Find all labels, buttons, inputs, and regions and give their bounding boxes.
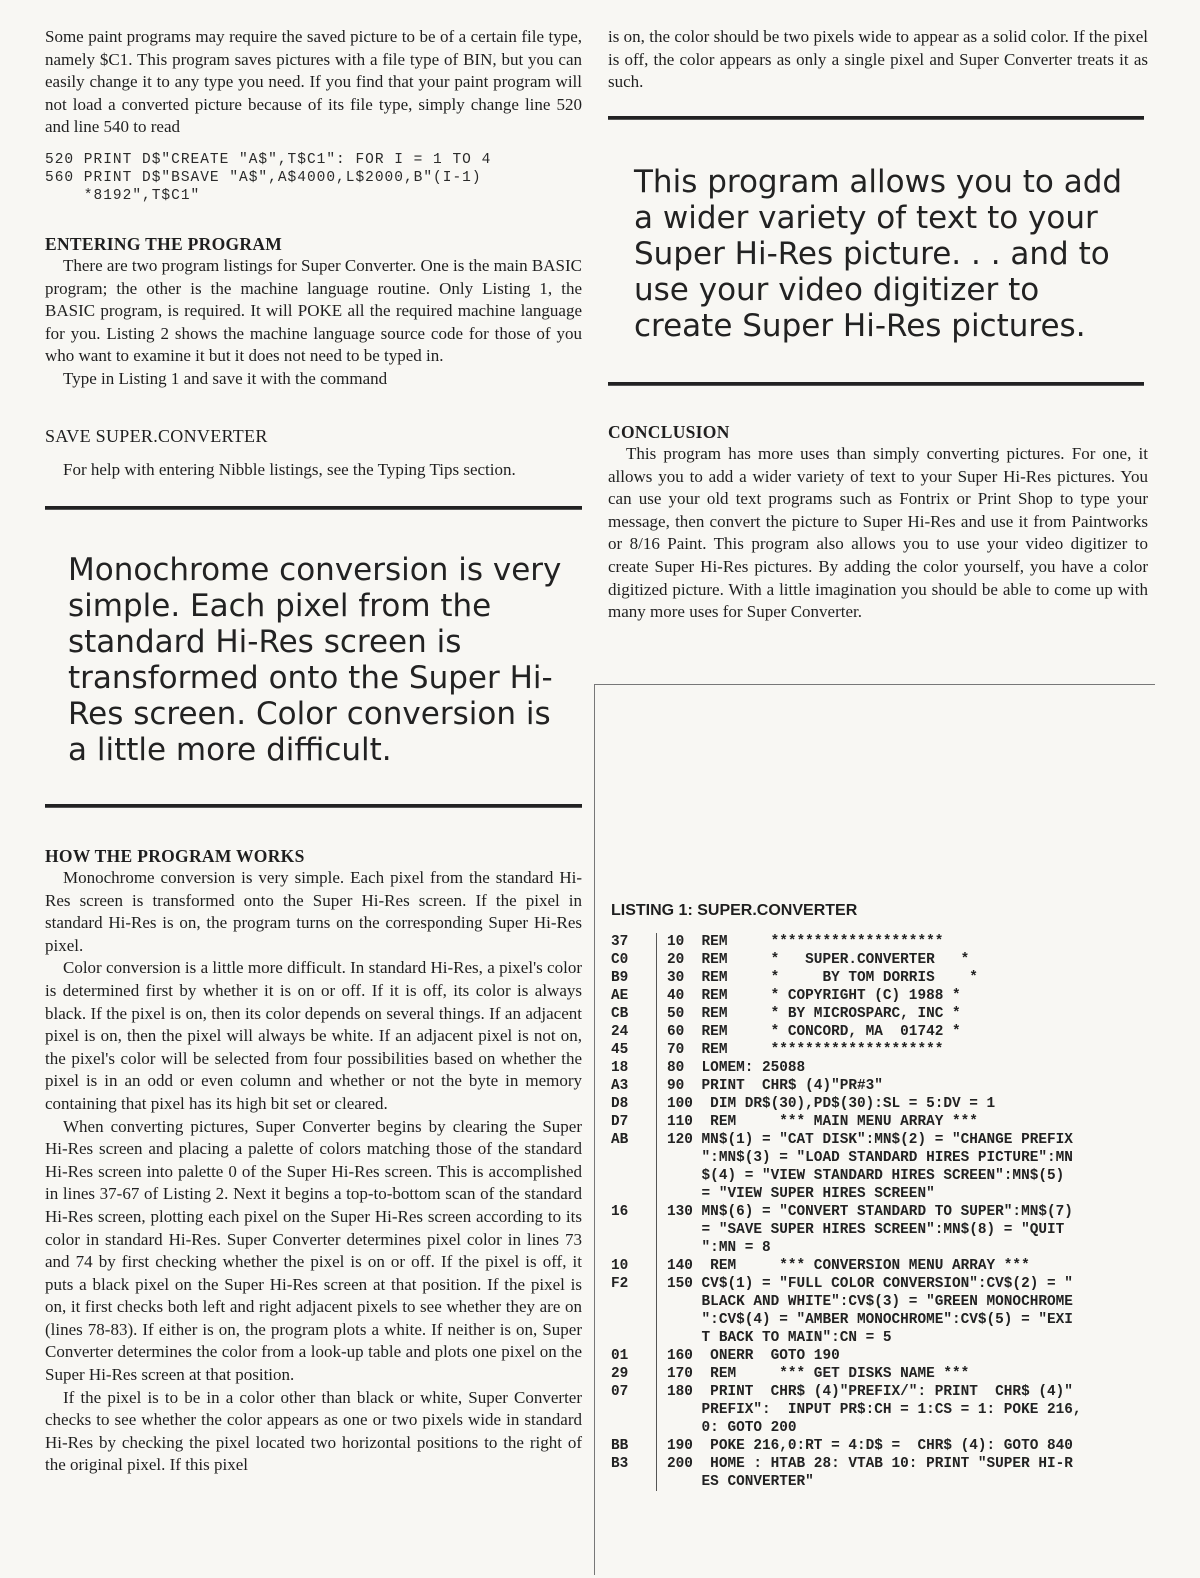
listing-checksum: 24 — [611, 1024, 629, 1040]
divider-rule — [608, 382, 1144, 386]
listing-checksum: 45 — [611, 1042, 629, 1058]
listing-line — [611, 1131, 1151, 1203]
listing-line — [611, 951, 1151, 969]
listing-code: 140 REM *** CONVERSION MENU ARRAY *** — [656, 1257, 1030, 1275]
listing-checksum: 16 — [611, 1204, 629, 1220]
listing-checksum: 10 — [611, 1258, 629, 1274]
divider-rule — [45, 804, 582, 808]
listing-code: 90 PRINT CHR$ (4)"PR#3" — [656, 1077, 883, 1095]
help-line: For help with entering Nibble listings, see the Typing Tips section. — [63, 460, 516, 479]
listing-line — [611, 1437, 1151, 1455]
listing-line — [611, 1383, 1151, 1437]
listing-code: 130 MN$(6) = "CONVERT STANDARD TO SUPER":MN$(7) = "SAVE SUPER HIRES SCREEN":MN$(8) = "QUIT ":MN = 8 — [656, 1203, 1073, 1257]
listing-code: 100 DIM DR$(30),PD$(30):SL = 5:DV = 1 — [656, 1095, 995, 1113]
listing-code: 120 MN$(1) = "CAT DISK":MN$(2) = "CHANGE PREFIX ":MN$(3) = "LOAD STANDARD HIRES PICTURE":MN $(4) = "VIEW STANDARD HIRES SCREEN":MN$(5) = "VIEW SUPER HIRES SCREEN" — [656, 1131, 1073, 1203]
listing-line — [611, 1347, 1151, 1365]
listing-checksum: AB — [611, 1132, 629, 1148]
entering-section — [45, 234, 582, 391]
listing-code: 30 REM * BY TOM DORRIS * — [656, 969, 978, 987]
conclusion-paragraph: This program has more uses than simply converting pictures. For one, it allows you to add a wider variety of text to your Super Hi-Res pictures. You can use your old text programs such as Fontrix or Print Shop to type your message, then convert the picture to Super Hi-Res and use it from Paintworks or 8/16 Paint. This program also allows you to use your video digitizer to create Super Hi-Res pictures. By adding the color yourself, you have a color digitized picture. With a little imagination you should be able to come up with many more uses for Super Converter. — [608, 444, 1148, 622]
listing-checksum: CB — [611, 1006, 629, 1022]
listing-checksum: BB — [611, 1438, 629, 1454]
pull-quote-right: This program allows you to add a wider variety of text to your Super Hi-Res picture. . . and to use your video digitizer to create Super Hi-Res pictures. — [634, 164, 1123, 344]
how-paragraph-1: Monochrome conversion is very simple. Each pixel from the standard Hi-Res screen is transformed onto the Super Hi-Res screen. If the pixel in standard Hi-Res is on, the program turns on the corresponding Super Hi-Res pixel. — [45, 868, 582, 955]
listing-checksum: 01 — [611, 1348, 629, 1364]
how-section — [45, 846, 582, 1477]
listing-checksum: C0 — [611, 952, 629, 968]
listing-code: 80 LOMEM: 25088 — [656, 1059, 805, 1077]
listing-checksum: F2 — [611, 1276, 629, 1292]
how-paragraph-4: If the pixel is to be in a color other than black or white, Super Converter checks to see whether the color appears as one or two pixels wide in standard Hi-Res by checking the pixel located two horizontal positions to the right of the original pixel. If this pixel — [45, 1387, 582, 1475]
listing-line — [611, 1257, 1151, 1275]
listing-line — [611, 1455, 1151, 1491]
conclusion-heading: CONCLUSION — [608, 422, 730, 442]
entering-paragraph-2: Type in Listing 1 and save it with the command — [63, 368, 388, 388]
save-command: SAVE SUPER.CONVERTER — [45, 426, 268, 446]
listing-line — [611, 1095, 1151, 1113]
listing-checksum: D8 — [611, 1096, 629, 1112]
listing-checksum: 37 — [611, 934, 629, 950]
listing-code: 190 POKE 216,0:RT = 4:D$ = CHR$ (4): GOTO 840 — [656, 1437, 1073, 1455]
left-column — [45, 26, 582, 139]
listing-checksum: B3 — [611, 1456, 629, 1472]
listing-checksum: B9 — [611, 970, 629, 986]
listing-checksum: 07 — [611, 1384, 629, 1400]
intro-paragraph: Some paint programs may require the saved picture to be of a certain file type, namely $C1. This program saves pictures with a file type of BIN, but you can easily change it to any type you need. If you find that your paint program will not load a converted picture because of its file type, simply change line 520 and line 540 to read — [45, 27, 582, 137]
listing-code: 50 REM * BY MICROSPARC, INC * — [656, 1005, 961, 1023]
listing-line — [611, 1023, 1151, 1041]
code-sample: 520 PRINT D$"CREATE "A$",T$C1": FOR I = 1 TO 4 560 PRINT D$"BSAVE "A$",A$4000,L$2000,B"(I-1) *8192",T$C1" — [45, 152, 492, 204]
listing-checksum: AE — [611, 988, 629, 1004]
listing-code: 40 REM * COPYRIGHT (C) 1988 * — [656, 987, 961, 1005]
right-column — [608, 26, 1148, 94]
listing-checksum: 18 — [611, 1060, 629, 1076]
how-paragraph-3: When converting pictures, Super Converter begins by clearing the Super Hi-Res screen and placing a palette of colors matching those of the standard Hi-Res screen into palette 0 of the Super Hi-Res screen. This is accomplished in lines 37-67 of Listing 2. Next it begins a top-to-bottom scan of the standard Hi-Res screen, plotting each pixel on the Super Hi-Res screen according to its color in standard Hi-Res. Super Converter determines pixel color in lines 73 and 74 by first checking whether the pixel is on or off. If the pixel is off, it puts a black pixel on the Super Hi-Res screen at that position. If the pixel is on, it first checks both left and right adjacent pixels to see whether they are on (lines 78-83). If either is on, the program plots a white. If neither is on, Super Converter determines the color from a look-up table and plots one pixel on the Super Hi-Res screen at that position. — [45, 1116, 582, 1385]
listing-code: 70 REM ******************** — [656, 1041, 943, 1059]
pull-quote-left: Monochrome conversion is very simple. Each pixel from the standard Hi-Res screen is transformed onto the Super Hi-Res screen. Color conversion is a little more difficult. — [68, 552, 562, 768]
listing-code: 150 CV$(1) = "FULL COLOR CONVERSION":CV$(2) = " BLACK AND WHITE":CV$(3) = "GREEN MONOCHROME ":CV$(4) = "AMBER MONOCHROME":CV$(5) = "EXI T BACK TO MAIN":CN = 5 — [656, 1275, 1073, 1347]
listing-code: 10 REM ******************** — [656, 933, 943, 951]
listing-line — [611, 1041, 1151, 1059]
save-section — [45, 426, 582, 482]
code-listing — [611, 933, 1151, 1491]
how-paragraph-2: Color conversion is a little more difficult. In standard Hi-Res, a pixel's color is determined first by whether it is on or off. If it is off, its color is always black. If the pixel is on, then its color depends on several things. If an adjacent pixel is on, then the pixel will always be white. If an adjacent pixel is not on, the pixel's color will be selected from four possibilities based on whether the pixel is in an odd or even column and whether or not the byte in memory containing that pixel has its high bit set or cleared. — [45, 958, 582, 1113]
entering-paragraph-1: There are two program listings for Super Converter. One is the main BASIC program; the other is the machine language routine. Only Listing 1, the BASIC program, is required. It will POKE all the required machine language for you. Listing 2 shows the machine language source code for those of you who want to examine it but it does not need to be typed in. — [45, 256, 582, 366]
listing-line — [611, 1203, 1151, 1257]
listing-code: 60 REM * CONCORD, MA 01742 * — [656, 1023, 961, 1041]
divider-rule — [45, 506, 582, 510]
listing-line — [611, 933, 1151, 951]
conclusion-section — [608, 422, 1148, 624]
listing-code: 160 ONERR GOTO 190 — [656, 1347, 840, 1365]
how-heading: HOW THE PROGRAM WORKS — [45, 846, 305, 866]
continued-paragraph: is on, the color should be two pixels wide to appear as a solid color. If the pixel is off, the color appears as only a single pixel and Super Converter treats it as such. — [608, 27, 1148, 92]
listing-code: 170 REM *** GET DISKS NAME *** — [656, 1365, 969, 1383]
listing-line — [611, 1275, 1151, 1347]
listing-code: 110 REM *** MAIN MENU ARRAY *** — [656, 1113, 978, 1131]
listing-checksum: D7 — [611, 1114, 629, 1130]
listing-line — [611, 969, 1151, 987]
listing-line — [611, 987, 1151, 1005]
listing-line — [611, 1113, 1151, 1131]
listing-checksum: A3 — [611, 1078, 629, 1094]
listing-line — [611, 1059, 1151, 1077]
entering-heading: ENTERING THE PROGRAM — [45, 234, 283, 254]
listing-line — [611, 1005, 1151, 1023]
listing-line — [611, 1365, 1151, 1383]
listing-checksum: 29 — [611, 1366, 629, 1382]
listing-code: 200 HOME : HTAB 28: VTAB 10: PRINT "SUPER HI-R ES CONVERTER" — [656, 1455, 1073, 1491]
divider-rule — [608, 116, 1144, 120]
listing-line — [611, 1077, 1151, 1095]
listing-code: 20 REM * SUPER.CONVERTER * — [656, 951, 969, 969]
listing-title: LISTING 1: SUPER.CONVERTER — [611, 902, 858, 919]
listing-code: 180 PRINT CHR$ (4)"PREFIX/": PRINT CHR$ (4)" PREFIX": INPUT PR$:CH = 1:CS = 1: POKE 216, 0: GOTO 200 — [656, 1383, 1082, 1437]
